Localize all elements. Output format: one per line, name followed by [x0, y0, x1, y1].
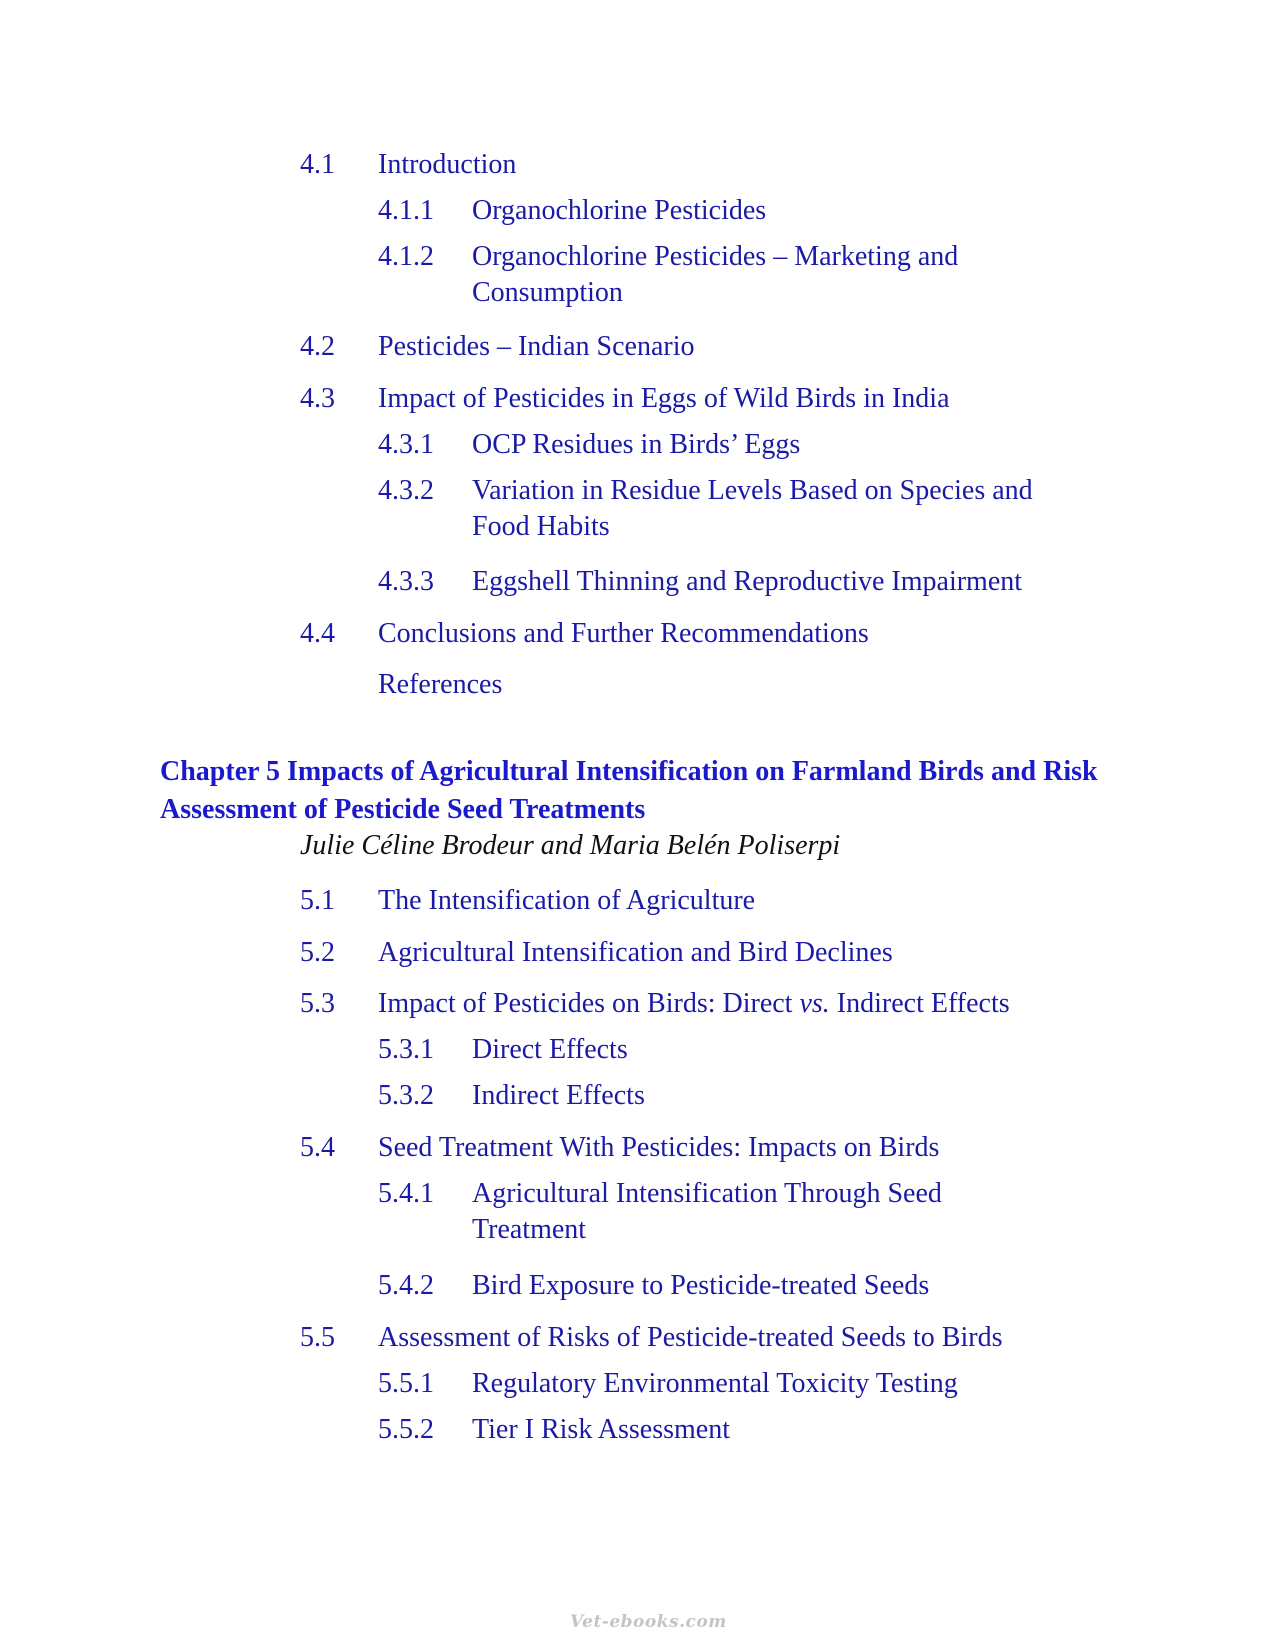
section-number: 5.5 [300, 1322, 335, 1353]
section-title-link[interactable]: Seed Treatment With Pesticides: Impacts on Birds [378, 1132, 940, 1163]
section-title-link[interactable]: Organochlorine Pesticides – Marketing and Consumption [472, 241, 959, 308]
chapter-5-authors: Julie Céline Brodeur and Maria Belén Poliserpi [300, 830, 841, 861]
section-number: 4.2 [300, 331, 335, 362]
section-number: 4.4 [300, 618, 335, 649]
section-number: 5.4.2 [378, 1270, 434, 1301]
section-number: 5.3.2 [378, 1080, 434, 1111]
section-title-link[interactable]: Impact of Pesticides in Eggs of Wild Birds in India [378, 383, 950, 414]
section-number: 5.3 [300, 988, 335, 1019]
references-link[interactable]: References [378, 669, 503, 700]
section-number: 4.3.2 [378, 475, 434, 506]
section-title-link[interactable]: Variation in Residue Levels Based on Species and Food Habits [472, 475, 1033, 542]
section-title-link[interactable]: Introduction [378, 149, 517, 180]
section-number: 4.3 [300, 383, 335, 414]
section-number: 5.5.1 [378, 1368, 434, 1399]
section-title-link[interactable]: Conclusions and Further Recommendations [378, 618, 869, 649]
section-title-link[interactable]: Agricultural Intensification Through Seed Treatment [472, 1178, 942, 1245]
chapter-5-heading[interactable]: Chapter 5 Impacts of Agricultural Intensification on Farmland Birds and Risk Assessment of Pesticide Seed Treatments [160, 756, 1098, 825]
section-number: 4.1 [300, 149, 335, 180]
section-title-link[interactable]: Tier I Risk Assessment [472, 1414, 731, 1445]
section-number: 5.3.1 [378, 1034, 434, 1065]
section-title-link[interactable]: Organochlorine Pesticides [472, 195, 767, 226]
watermark-logo: Vet-ebooks.com [570, 1612, 727, 1632]
section-title-link[interactable]: Indirect Effects [472, 1080, 645, 1111]
section-title-link[interactable]: The Intensification of Agriculture [378, 885, 756, 916]
title-emphasis: vs. [799, 988, 830, 1019]
section-title-link[interactable]: OCP Residues in Birds’ Eggs [472, 429, 801, 460]
section-title-link[interactable] [378, 986, 1098, 1022]
section-number: 4.3.3 [378, 566, 434, 597]
section-number: 4.1.1 [378, 195, 434, 226]
section-number: 5.2 [300, 937, 335, 968]
section-number: 5.1 [300, 885, 335, 916]
section-title-link[interactable]: Pesticides – Indian Scenario [378, 331, 695, 362]
title-text: Impact of Pesticides on Birds: Direct [378, 988, 800, 1019]
section-title-link[interactable]: Eggshell Thinning and Reproductive Impairment [472, 566, 1023, 597]
section-number: 5.4.1 [378, 1178, 434, 1209]
section-title-link[interactable]: Agricultural Intensification and Bird Declines [378, 937, 893, 968]
section-number: 5.4 [300, 1132, 335, 1163]
section-number: 4.3.1 [378, 429, 434, 460]
title-text: Indirect Effects [829, 988, 1010, 1019]
section-title-link[interactable]: Regulatory Environmental Toxicity Testing [472, 1368, 958, 1399]
section-number: 4.1.2 [378, 241, 434, 272]
section-title-link[interactable]: Assessment of Risks of Pesticide-treated Seeds to Birds [378, 1322, 1003, 1353]
section-title-link[interactable]: Bird Exposure to Pesticide-treated Seeds [472, 1270, 930, 1301]
section-title-link[interactable]: Direct Effects [472, 1034, 628, 1065]
section-number: 5.5.2 [378, 1414, 434, 1445]
